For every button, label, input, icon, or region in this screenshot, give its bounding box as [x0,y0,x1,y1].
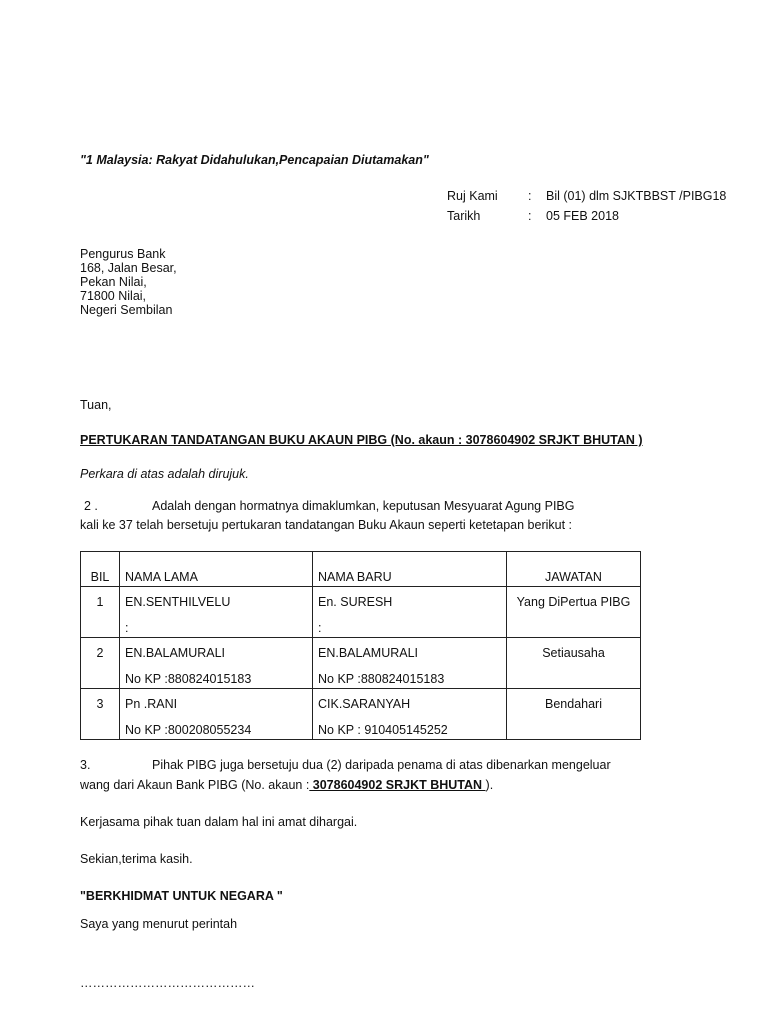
paragraph-3-suffix: ). [485,778,494,792]
paragraph-2-line-1: Adalah dengan hormatnya dimaklumkan, keputusan Mesyuarat Agung PIBG [152,499,575,513]
ruj-colon: : [528,189,532,203]
paragraph-3-number: 3. [80,758,91,772]
position: Bendahari [545,697,602,711]
old-kp: No KP :800208055234 [125,723,252,737]
account-number: 3078604902 SRJKT BHUTAN [309,778,486,792]
tarikh-colon: : [528,209,532,223]
old-kp: : [125,621,129,635]
paragraph-3-line-2 [80,778,493,792]
tarikh-label: Tarikh [447,209,481,223]
position: Yang DiPertua PIBG [516,595,631,609]
motto: "1 Malaysia: Rakyat Didahulukan,Pencapaian Diutamakan" [80,153,429,167]
new-name: EN.BALAMURALI [318,646,419,660]
new-name: En. SURESH [318,595,393,609]
salutation: Tuan, [80,398,112,412]
paragraph-3-line-1: Pihak PIBG juga bersetuju dua (2) daripada penama di atas dibenarkan mengeluar [152,758,611,772]
header-jawatan: JAWATAN [507,552,641,587]
signature-line: …………………………………… [80,976,255,990]
row-bil: 3 [96,697,104,711]
recipient-line-3: Pekan Nilai, [80,275,147,289]
paragraph-2-number: 2 . [84,499,98,513]
signatory-table [80,551,641,740]
new-kp: No KP : 910405145252 [318,723,448,737]
old-name: EN.SENTHILVELU [125,595,231,609]
subject-heading: PERTUKARAN TANDATANGAN BUKU AKAUN PIBG (No. akaun : 3078604902 SRJKT BHUTAN ) [80,433,643,447]
new-name: CIK.SARANYAH [318,697,411,711]
row-bil: 2 [96,646,104,660]
row-bil: 1 [96,595,104,609]
closing: Sekian,terima kasih. [80,852,193,866]
position: Setiausaha [542,646,605,660]
header-bil: BIL [81,552,120,587]
table-row [81,689,641,740]
header-nama-baru: NAMA BARU [313,552,507,587]
ruj-label: Ruj Kami [447,189,498,203]
old-name: Pn .RANI [125,697,178,711]
new-kp: No KP :880824015183 [318,672,445,686]
old-kp: No KP :880824015183 [125,672,252,686]
paragraph-1: Perkara di atas adalah dirujuk. [80,467,249,481]
recipient-line-2: 168, Jalan Besar, [80,261,177,275]
paragraph-2-line-2: kali ke 37 telah bersetuju pertukaran tandatangan Buku Akaun seperti ketetapan berikut : [80,518,572,532]
slogan: "BERKHIDMAT UNTUK NEGARA " [80,889,283,903]
recipient-line-4: 71800 Nilai, [80,289,147,303]
header-nama-lama: NAMA LAMA [120,552,313,587]
old-name: EN.BALAMURALI [125,646,226,660]
ruj-value: Bil (01) dlm SJKTBBST /PIBG18 [546,189,727,203]
tarikh-value: 05 FEB 2018 [546,209,619,223]
paragraph-4: Kerjasama pihak tuan dalam hal ini amat dihargai. [80,815,358,829]
table-header-row [81,552,641,587]
paragraph-3-prefix: wang dari Akaun Bank PIBG (No. akaun : [80,778,310,792]
recipient-line-5: Negeri Sembilan [80,303,173,317]
table-row [81,638,641,689]
table-row [81,587,641,638]
new-kp: : [318,621,322,635]
recipient-line-1: Pengurus Bank [80,247,166,261]
sign-off: Saya yang menurut perintah [80,917,238,931]
